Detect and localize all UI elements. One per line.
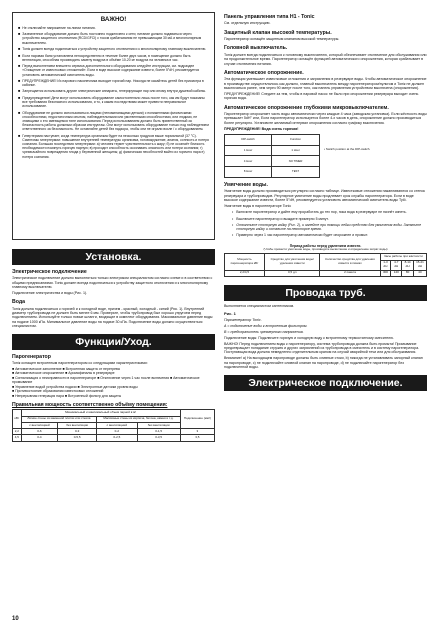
warning-title: ВАЖНО! xyxy=(100,16,127,23)
square-bullet-icon: ■ xyxy=(18,89,21,94)
list-item: • Примерно через 1 час парогенератор автоматически будет опорожнен и промыт. xyxy=(232,233,369,238)
square-bullet-icon: ■ xyxy=(18,110,21,115)
warning-item: ■ Тонік должен всегда подключаться к устройству защитного отключения и к многополярному главному выключателю. xyxy=(18,46,207,51)
auto-drain-warning: ПРЕДУПРЕЖДЕНИЕ! Следите за тем, чтобы в паровой насос не было при опорожнении резервуара выходит очень горячая вода. xyxy=(224,91,419,101)
list-item: ■ Противостояние образования известковых отложений xyxy=(12,389,104,394)
warning-item: ■ Предупреждение! Дети могут использовать оборудование самостоятельно лишь после того, как им будут показаны все требования безопасного использования, и то, к каким последствиям может привести неправильное использование. xyxy=(18,95,205,109)
period-table xyxy=(224,253,427,276)
list-item: • Включите парогенератор и дайте ему проработать до тех пор, пока вода в резервуаре не начнёт кипеть. xyxy=(232,210,407,215)
left-column xyxy=(12,12,215,442)
warning-item: ■ Не отключайте напряжение на линии питания. xyxy=(18,25,96,30)
table-header: с вентиляцией xyxy=(97,422,137,428)
bullet-icon: • xyxy=(232,210,234,215)
table-header: 8-14 dH xyxy=(402,260,414,270)
bullet-icon: • xyxy=(232,216,234,221)
electrical-heading: Электрическое подключение xyxy=(12,269,87,275)
table-header: Количество средства для удаления извести в пачках xyxy=(320,254,380,270)
figure-title: Рис. 1 xyxy=(224,311,236,317)
table-row: 1 Hour 1 Hour xyxy=(225,145,320,156)
warning-item: ■ Если паровая баня установлена непосредственно в течение более двух часов, в помещение должно быть вентиляция, способная производить замену воздуха в объёме 10-20 м³ воздуха на человека в час. xyxy=(18,53,191,62)
table-header: без вентиляции xyxy=(137,422,180,428)
steam-features-list xyxy=(12,367,215,398)
table-row: 2,2/4,5 0,5 дл 2 пакета 300 120 80 40 xyxy=(225,270,427,276)
table-header: Лёгкие стены из каменной плитки или стекла xyxy=(21,416,96,422)
panel-heading: Панель управления типа H1 - Tonic xyxy=(224,14,315,20)
electrical-banner: Электрическое подключение. xyxy=(224,375,427,391)
panel-subtext: См. отдельную инструкцию. xyxy=(224,21,271,26)
table-header: Часы работы при жёсткости xyxy=(380,254,426,260)
warning-item: ■ Перед выполнением внешнего сервиса дополнительного оборудования следуйте инструкции, см. подраздел «Очищение от известковых отложений». Если в воде высокое содержание извести, более 5°dH, рекомендуется установить автоматический смягчитель воды. xyxy=(18,64,200,77)
steam-intro: Тонік оснащен встроенным парогенератором со следующими характеристиками: xyxy=(12,360,148,365)
dip-switch-diagram xyxy=(224,134,427,178)
list-item: • Отвинтите стопорную гайку (Рис. 2), и залейте при помощи лейки средство для умягчения воды. Затяните стопорную гайку и оставьте на некоторое время. xyxy=(232,222,422,232)
steam-generator-heading: Парогенератор xyxy=(12,353,51,360)
softener-heading: Умягчение воды. xyxy=(224,181,268,188)
table-header: 1-3 dH xyxy=(380,260,391,270)
piping-text: Выполняется специалистом сантехником. xyxy=(224,303,295,308)
square-bullet-icon: ■ xyxy=(18,53,21,58)
period-subtext: (Чтобы провести умягчение воды, произведите вычисление и определение затрат воды) xyxy=(263,246,388,251)
main-switch-text: Тонік должен всегда подключаться к головному выключателю, который обеспечивает отключение для обслуживания или на продолжительное время. Парогенератор оснащён функцией автоматического опорожнения, которая срабатывает в случае отключения питания. xyxy=(224,52,427,66)
table-header: DIP-switch xyxy=(225,134,272,145)
steps-intro: Умягчение воды в парогенераторе Tonic xyxy=(224,204,292,209)
water-text: Тонік должна подключаться к горячей и к холодной воде, причем - красный, холодный - синий (Рис. 1). Внутренний диаметр трубопровода не должен быть менее 6 мм. Проверьте, чтобы трубопровод был хорошо упругоем перед подключением. Используйте только новые шланги, входящие в комплект оборудования. Максимальное давление воды на подаче 1000 кПа. Минимальное давление воды на подаче 30 кПа. Подключение воды должно осуществляться специалистом. xyxy=(12,306,213,329)
table-header: Массивные стены из кирпича, бетона, камня и т.д. xyxy=(97,416,181,422)
list-item: ■ Сигнализация о неисправности в парогенераторе ■ Отключение через 1 час после включения ■ Автоматическое промывание xyxy=(12,375,200,385)
list-item: ■ Управление водой устройства подачи ■ Электронные датчики уровня воды xyxy=(12,384,138,389)
valve-heading: Защитный клапан высокой температуры. xyxy=(224,29,332,36)
table-header: Мощность парогенератора кВт xyxy=(225,254,265,270)
table-row: 2,2 0-6 0-3 0-2 0-1,5 3 xyxy=(13,429,215,435)
auto-drain-heading: Автоматическое опорожнение. xyxy=(224,69,304,76)
warning-item: ■ Гипертермия наступает, когда температура организма будет на несколько градусов выше нормальной (37 °C). Симптомы гипертермии: повышение внутренней температуры организма, головокружение, апатия, сонность и потеря сознания. Большая последствия гипертермии: а) человек теряет чувствительность к жару; б) не осознаёт близость необходимости покинуть горячую парную; в) проходит способность осознавать опасность или потери сознания; г) чрезвычайного повреждения плода у беременной женщины; д) физическая несобностей выйти из горячего пара е) потеря сознания. xyxy=(18,133,209,159)
electrical-text: Электрическое подключение должно выполняться только электриком специалистом согласно схеме и в соответствии с общими предписаниями. Тонік должен всегда подключаться к устройству защитного отключения и к многополярному главному выключателю. xyxy=(12,276,213,290)
dip-switch-table xyxy=(224,134,320,178)
volume-table xyxy=(12,409,215,441)
functions-banner: Функции/Уход. xyxy=(12,334,215,350)
table-row: 8 Hour TEST xyxy=(225,167,320,178)
warning-box xyxy=(12,12,215,240)
page-number: 10 xyxy=(12,615,19,622)
softener-text: Умягчение воды должно производиться регулярно согласно таблице. Известковые отложения накапливаются со стенок резервуара и трубопроводов. Регулярное умягчение воды продлевает срок службы парогенератора. Если в воде высокое содержание извести, более 5°dH, рекомендуется установить автоматический смягчитель воды Tylö. xyxy=(224,189,425,203)
figure-line: B = предохранитель чрезмерного напряжения. xyxy=(224,329,304,334)
table-header: Средство для умягчения воды/удаления извести xyxy=(264,254,320,270)
figure-line: Внимание! а) На выходящем паропроводе должны быть сливные стоки, b) никогда не устанавливать запорный клапан на паропроводе, с) не подключайте сливной клапан на паропроводе, d) не подключайте парогенератор без подключенной воды. xyxy=(224,356,423,369)
table-header: Function xyxy=(272,134,320,145)
figure-line: Парогенератор Tonic. xyxy=(224,318,262,323)
water-heading: Вода xyxy=(12,299,26,306)
warning-item: ■ Оборудование не должно использоваться лицами (непоминающими детьми) с пониженными физическими способностями, недостаточным опытом, наблюдательными или умственными способностями, или людьми, не знающими о его имеющемся типе использования. Перед использованием должно быть приветственный за безопасность работы должным образом инструктаж. Они могут использовать оборудование только под наблюдением ответственного за безопасность. Не оставляйте детей без надзора, чтобы они не играли возле / с оборудованием. xyxy=(18,110,209,132)
list-item: ■ Автоматическое опорожнение ■ Аромафиналы в резервуаре xyxy=(12,371,115,376)
table-header: Подключение (мм²) xyxy=(180,410,214,429)
bullet-icon: • xyxy=(232,233,234,238)
figure-line: Подключение воды: Подключите горячую и холодную воду к встроенному термостатному смесителю. xyxy=(224,335,394,340)
figure-line: A = подключение воды к встроенным фильтром. xyxy=(224,323,308,328)
table-header: с вентиляцией xyxy=(21,422,58,428)
square-bullet-icon: ■ xyxy=(18,32,21,37)
warning-item: ■ Запрещается использовать другие электрические аппараты, генерирующие пар или иному внутри душевой кабины. xyxy=(18,89,206,94)
square-bullet-icon: ■ xyxy=(18,133,21,138)
table-header: Минимальный и максимальный объем парной в м³ xyxy=(21,410,180,416)
bullet-icon: • xyxy=(232,222,234,227)
square-bullet-icon: ■ xyxy=(18,95,21,100)
list-item: • Выключите парогенератор и выждите примерно 5 минут. xyxy=(232,216,329,221)
deep-drain-heading: Автоматическое опорожнение глубокими микровыключателем. xyxy=(224,104,389,111)
list-item: ■ Непрерывная генерация пара ■ Встроенный фильтр для защиты xyxy=(12,393,122,398)
list-item: ■ Автоматическое заполнение ■ Встроенная защита от перегрева xyxy=(12,366,120,371)
table-row: 4,5 0-4 0-5,5 0-2,5 0-3,5 3,5 xyxy=(13,435,215,441)
square-bullet-icon: ■ xyxy=(18,25,21,30)
square-bullet-icon: ■ xyxy=(18,64,21,69)
deep-drain-warning: ПРЕДУПРЕЖДЕНИЕ! Вода очень горячая! xyxy=(224,126,299,131)
table-header: 4-7 dH xyxy=(391,260,402,270)
main-switch-heading: Головной выключатель. xyxy=(224,45,288,52)
dip-switch-note: • Switch position at the DIP-switch. xyxy=(324,146,371,151)
figure-line: ВАЖНО! Перед подключением воды к парогенератору, система трубопровода должна быть промыта! Промывание предотвращает попадание стружек и других загрязнений из трубопровода в смеситель и в систему парогенератора. Поступающая вода должна немедленно отделительным краном на случай аварийной течи или для обслуживания. xyxy=(224,341,420,355)
table-header: без вентиляции xyxy=(58,422,97,428)
valve-text: Парогенератор оснащён защитным клапаном высокой температуры. xyxy=(224,37,340,42)
table-row: 4 Hour NO TIMER xyxy=(225,156,320,167)
period-heading: Период работы перед удалением извести. xyxy=(289,243,362,248)
electrical-text-2: Подключение электричества и воды (Рис. 1). xyxy=(12,290,88,295)
install-banner: Установка. xyxy=(12,249,215,265)
deep-drain-text: Парогенератор опорожняет часть воды автоматически через каждые 4 часа (заводская установка). Если жёсткость воды превышает 5dH° или, Если парогенератор используется более 4-х часов в день, опорожнение должно производиться более регулярно. Установите желаемый интервал опорожнения согласно графику выключения. xyxy=(224,111,427,125)
square-bullet-icon: ■ xyxy=(18,46,21,51)
table-header: 15-21 dH xyxy=(413,260,426,270)
volume-heading: Правильная мощность соответственно объёму помещения: xyxy=(12,402,168,409)
table-header: кВт xyxy=(13,410,22,429)
square-bullet-icon: ■ xyxy=(18,78,21,83)
piping-banner: Проводка труб. xyxy=(224,285,427,301)
right-column xyxy=(224,12,427,391)
warning-item: ■ ПРЕДУПРЕЖДЕНИЕ! Из парового наконечника выходит горячий пар. Никогда не касайтесь детей без присмотра в кабинке. xyxy=(18,78,204,87)
warning-item: ■ Заземленное оборудование должно быть постоянно подключено к сети; питание должно подаваться через устройство защитного отключения (RCD/GFCI) с током срабатывания не превышающим 30 мА и многополярным выключателем. xyxy=(18,32,202,45)
auto-drain-text: Эта функция уменьшает известковые отложения и загрязнения в резервуаре воды. Чтобы автоматическое опорожнение в производстве осуществлялось как должно, главный выключатель между парогенератором/пультом и Тонік не должен выключаться ранее, чем через 90 минут после того, как панель управления устройством выключена (опорожнения). xyxy=(224,77,427,90)
